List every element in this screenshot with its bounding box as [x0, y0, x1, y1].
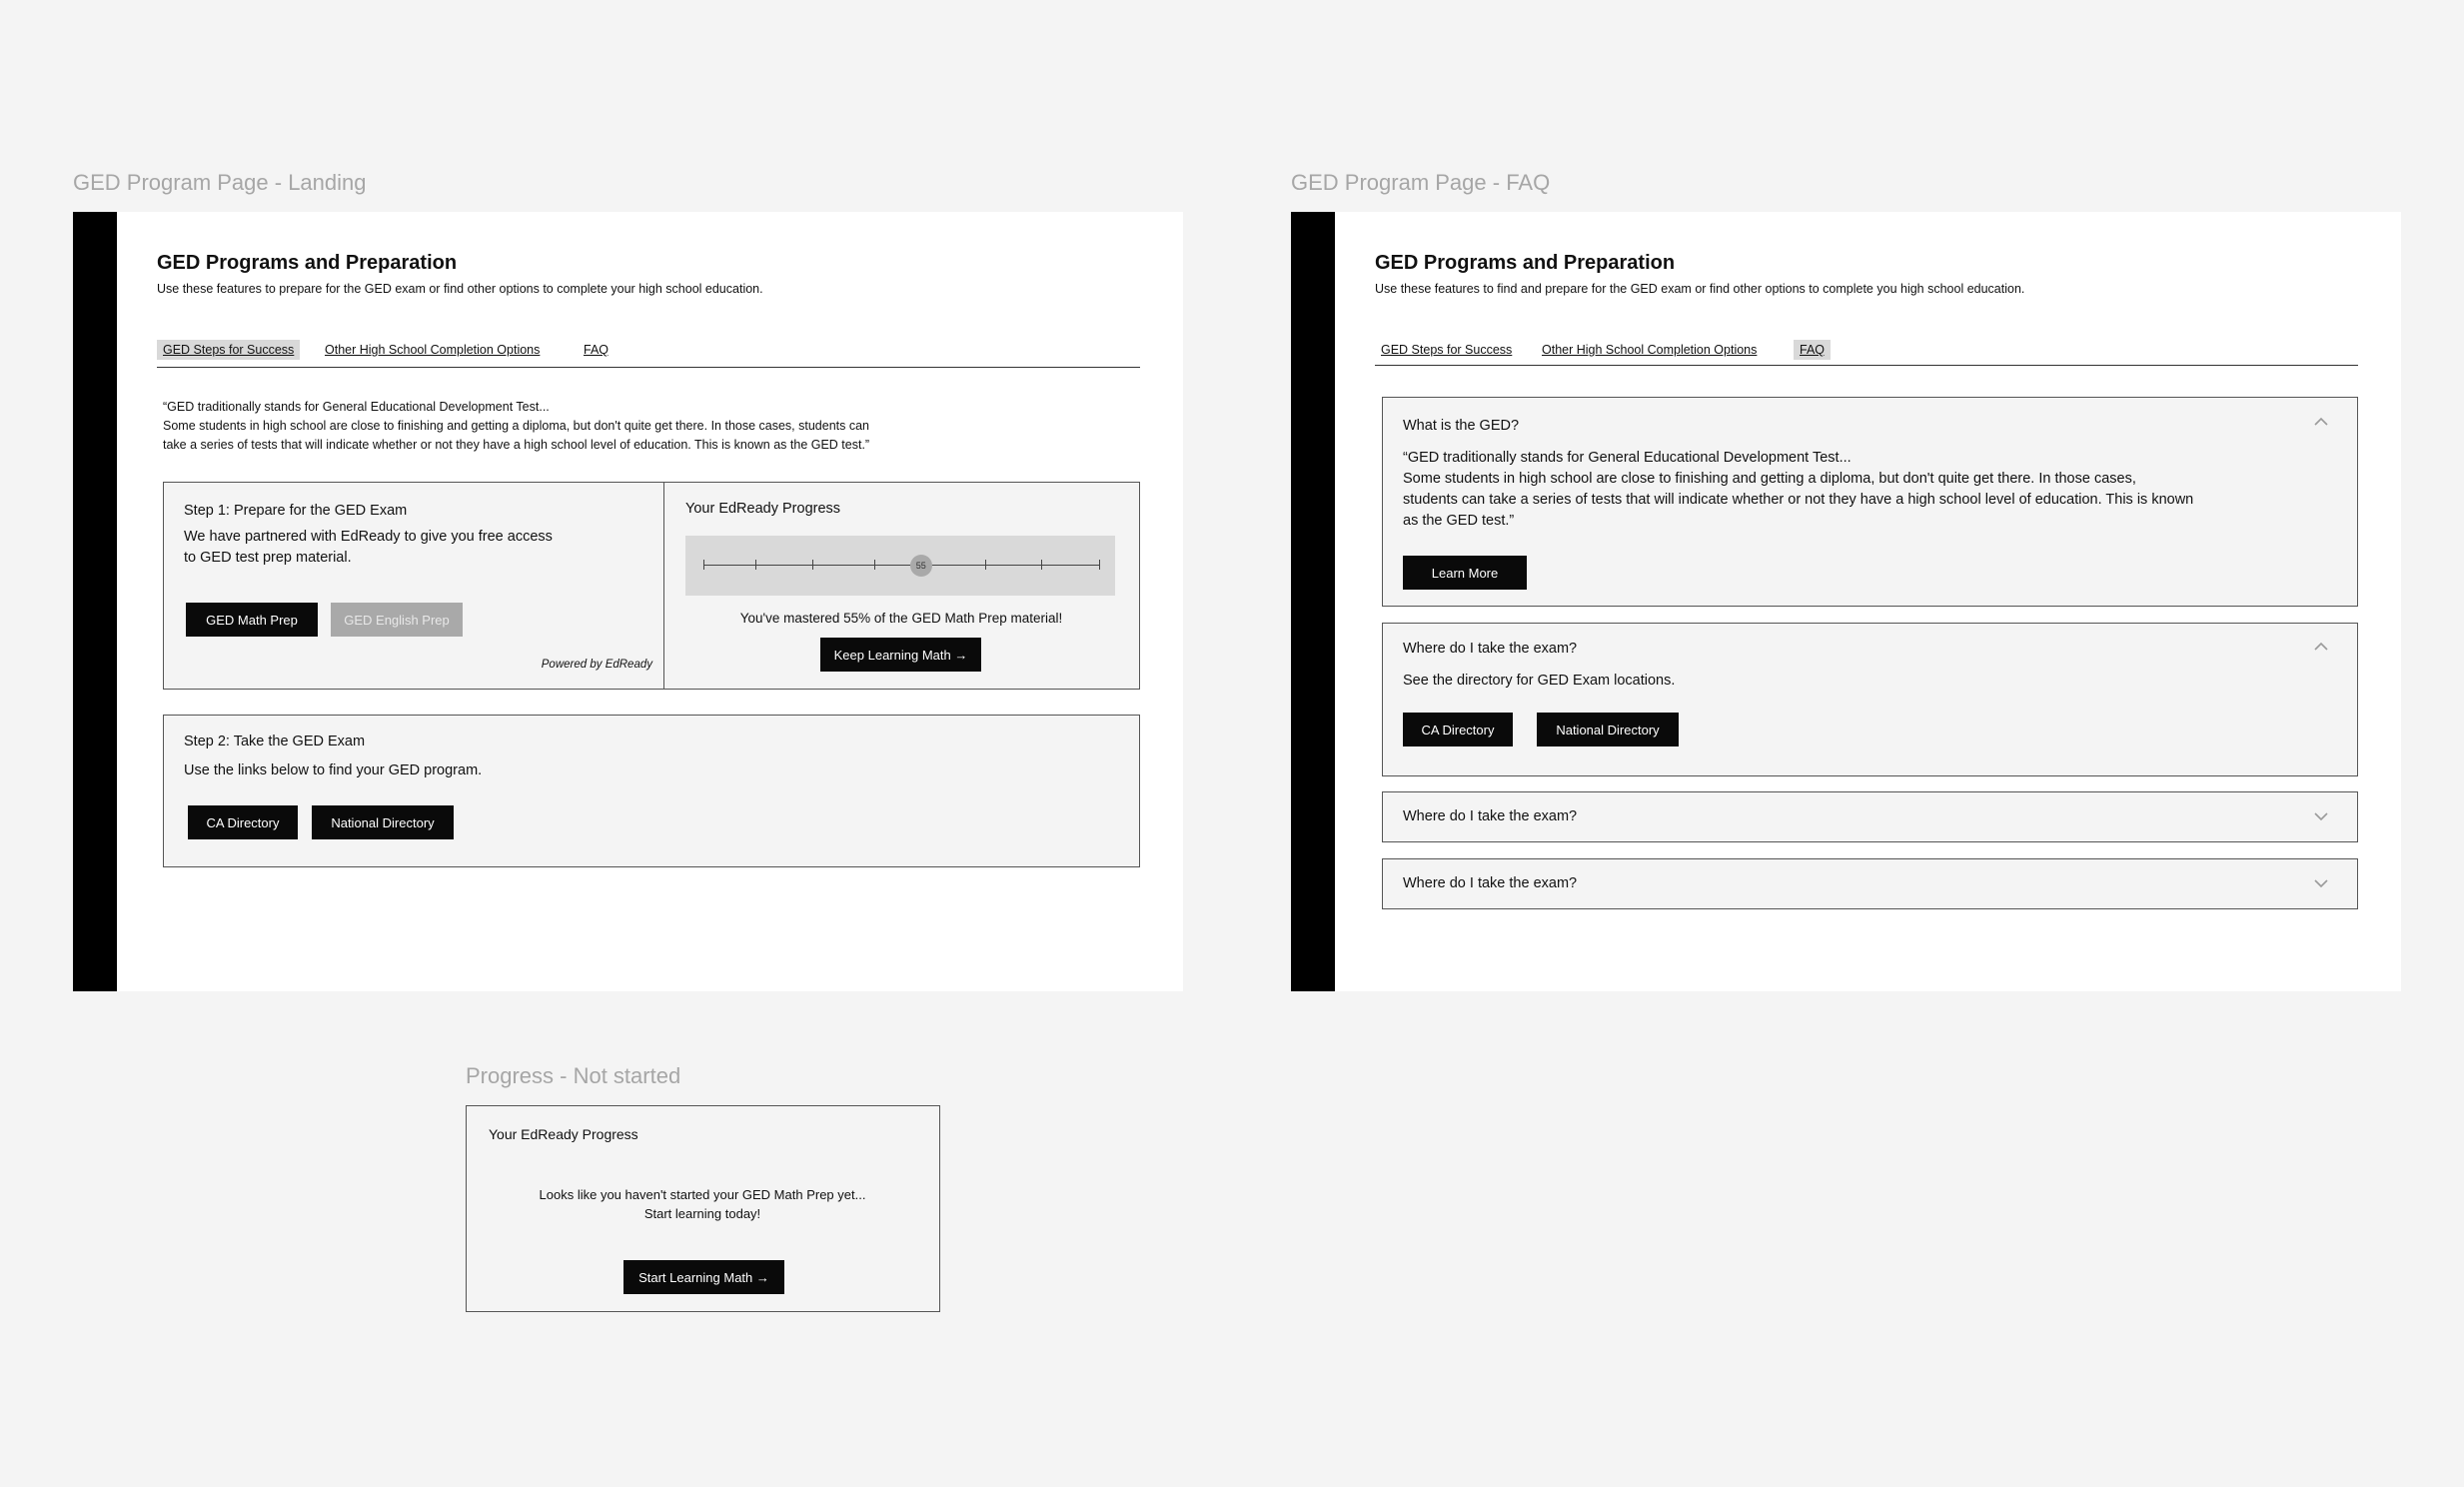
faq-question[interactable]: Where do I take the exam?: [1403, 875, 1578, 891]
step2-card: [163, 715, 1140, 867]
progress-not-started-card: [466, 1105, 940, 1312]
powered-by-edready: Powered by EdReady: [541, 659, 652, 671]
tab-other-options[interactable]: Other High School Completion Options: [325, 343, 541, 357]
sidebar: [1291, 212, 1335, 991]
progress-tick: [703, 560, 704, 570]
chevron-up-icon[interactable]: [2312, 641, 2330, 653]
faq-question[interactable]: Where do I take the exam?: [1403, 641, 1578, 657]
step1-text-line: We have partnered with EdReady to give you free access: [184, 529, 553, 545]
faq-answer-line: “GED traditionally stands for General Educational Development Test...: [1403, 450, 1851, 466]
progress-tick: [812, 560, 813, 570]
faq-item: [1382, 397, 2358, 607]
ca-directory-button[interactable]: CA Directory: [1403, 713, 1513, 746]
step1-text-line: to GED test prep material.: [184, 550, 352, 566]
tab-other-options[interactable]: Other High School Completion Options: [1542, 343, 1758, 357]
faq-question[interactable]: What is the GED?: [1403, 418, 1520, 434]
tab-ged-steps[interactable]: GED Steps for Success: [1381, 343, 1513, 357]
step2-text: Use the links below to find your GED program.: [184, 762, 483, 778]
frame-label-progress: Progress - Not started: [466, 1063, 681, 1088]
tab-divider: [157, 367, 1140, 368]
not-started-message-line: Looks like you haven't started your GED Math Prep yet...: [539, 1187, 866, 1202]
not-started-message: [467, 1185, 938, 1223]
progress-tick: [874, 560, 875, 570]
learn-more-button[interactable]: Learn More: [1403, 556, 1527, 590]
frame-label-landing: GED Program Page - Landing: [73, 170, 367, 195]
keep-learning-math-button[interactable]: Keep Learning Math →: [820, 638, 981, 672]
page-subtitle: Use these features to find and prepare for the GED exam or find other options to complete you high school education.: [1375, 282, 2025, 296]
faq-answer-line: Some students in high school are close to finishing and getting a diploma, but don't quite get there. In those cases,: [1403, 471, 2136, 487]
page-subtitle: Use these features to prepare for the GED exam or find other options to complete your high school education.: [157, 282, 763, 296]
tab-divider: [1375, 365, 2358, 366]
chevron-down-icon[interactable]: [2312, 877, 2330, 889]
national-directory-button[interactable]: National Directory: [312, 805, 454, 839]
edready-progress-card: [663, 482, 1140, 690]
tab-faq[interactable]: FAQ: [1794, 340, 1831, 360]
step1-card: [163, 482, 665, 690]
faq-item[interactable]: [1382, 858, 2358, 909]
tab-ged-steps[interactable]: GED Steps for Success: [157, 340, 300, 360]
progress-line: [703, 565, 1099, 566]
faq-question[interactable]: Where do I take the exam?: [1403, 808, 1578, 824]
intro-line: take a series of tests that will indicate whether or not they have a high school level of education. This is known as the GED test.”: [163, 438, 870, 452]
progress-knob: 55: [910, 555, 932, 577]
national-directory-button[interactable]: National Directory: [1537, 713, 1679, 746]
step1-text: [184, 527, 623, 569]
ca-directory-button[interactable]: CA Directory: [188, 805, 298, 839]
intro-line: Some students in high school are close to finishing and getting a diploma, but don't quite get there. In those cases, students can: [163, 419, 870, 433]
landing-frame: [73, 212, 1183, 991]
progress-title: Your EdReady Progress: [489, 1126, 638, 1142]
faq-frame: [1291, 212, 2401, 991]
intro-line: “GED traditionally stands for General Educational Development Test...: [163, 400, 550, 414]
progress-tick: [985, 560, 986, 570]
faq-answer-line: students can take a series of tests that will indicate whether or not they have a high school level of education. This is known: [1403, 492, 2194, 508]
chevron-down-icon[interactable]: [2312, 810, 2330, 822]
faq-answer-line: as the GED test.”: [1403, 513, 1515, 529]
progress-tick: [1041, 560, 1042, 570]
progress-message: You've mastered 55% of the GED Math Prep material!: [739, 611, 1063, 626]
chevron-up-icon[interactable]: [2312, 416, 2330, 428]
start-learning-math-button[interactable]: Start Learning Math →: [623, 1260, 784, 1294]
sidebar: [73, 212, 117, 991]
frame-label-faq: GED Program Page - FAQ: [1291, 170, 1551, 195]
ged-intro: [163, 398, 1062, 455]
not-started-message-line: Start learning today!: [643, 1206, 761, 1221]
progress-title: Your EdReady Progress: [685, 501, 841, 517]
faq-answer: See the directory for GED Exam locations.: [1403, 673, 1676, 689]
page-title: GED Programs and Preparation: [157, 252, 458, 274]
page-title: GED Programs and Preparation: [1375, 252, 1676, 274]
faq-item[interactable]: [1382, 791, 2358, 842]
progress-tick: [1099, 560, 1100, 570]
tab-faq[interactable]: FAQ: [584, 343, 610, 357]
faq-item: [1382, 623, 2358, 776]
progress-tick: [755, 560, 756, 570]
step2-title: Step 2: Take the GED Exam: [184, 734, 366, 749]
faq-answer: [1403, 448, 2322, 532]
ged-math-prep-button[interactable]: GED Math Prep: [186, 603, 318, 637]
progress-track: [685, 536, 1115, 596]
ged-english-prep-button[interactable]: GED English Prep: [331, 603, 463, 637]
step1-title: Step 1: Prepare for the GED Exam: [184, 503, 408, 519]
